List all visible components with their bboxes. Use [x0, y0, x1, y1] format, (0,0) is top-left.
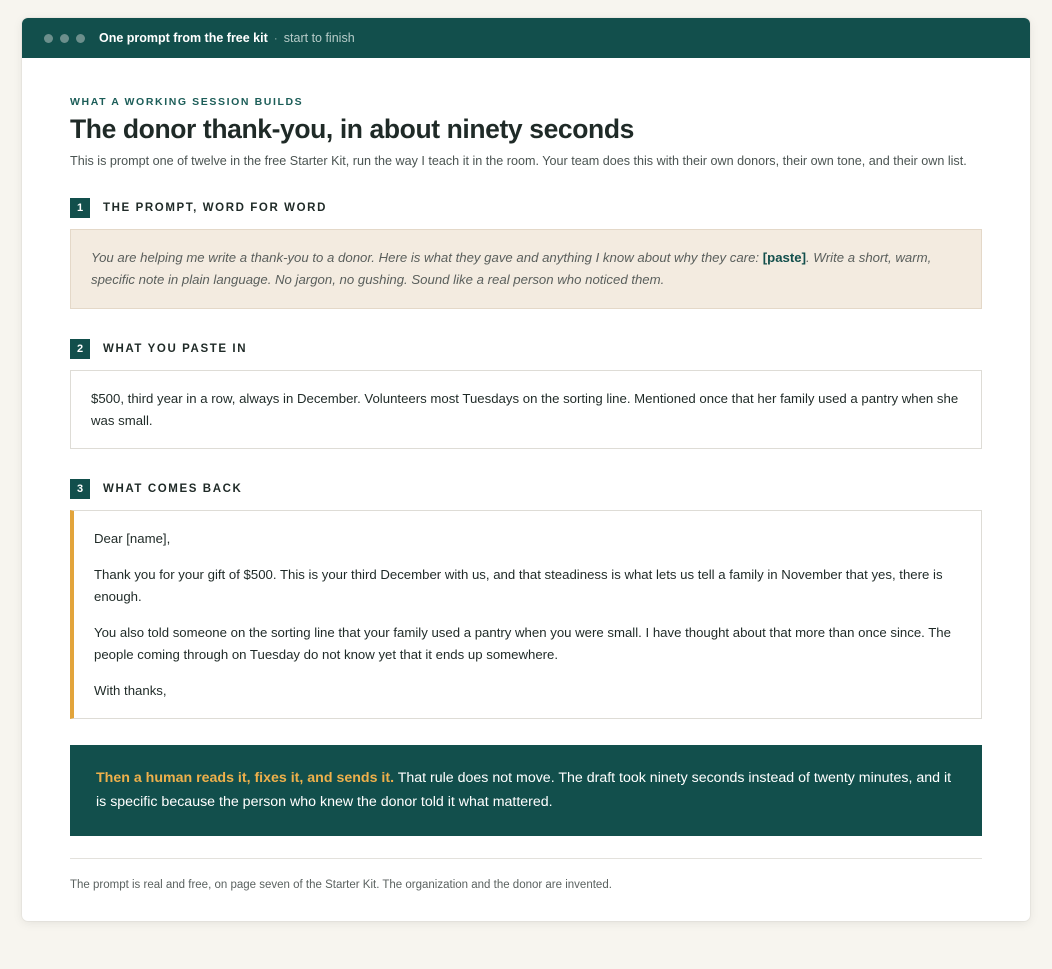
step-label: THE PROMPT, WORD FOR WORD — [103, 202, 327, 214]
letter-signoff: With thanks, — [94, 683, 167, 698]
title-separator: · — [273, 31, 278, 45]
title-bar — [22, 18, 1030, 58]
prompt-text-start: You are helping me write a thank-you to a donor. Here is what they gave and anything I know about why they care: — [91, 250, 763, 265]
letter-paragraph: You also told someone on the sorting line that your family used a pantry when you were small. I have thought about that more than once since. The people coming through on Tuesday do not know yet that it ends up somewhere. — [94, 625, 951, 662]
callout-body: That rule does not move. The draft took ninety seconds instead of twenty minutes, and it is specific because the person who knew the donor told it what mattered. — [96, 770, 952, 810]
step-number-badge: 2 — [70, 339, 90, 359]
step-2-header — [70, 339, 982, 359]
window-subtitle: start to finish — [283, 31, 355, 45]
step-3-header — [70, 479, 982, 499]
step-number-badge: 3 — [70, 479, 90, 499]
step-label: WHAT YOU PASTE IN — [103, 343, 248, 355]
callout-highlight: Then a human reads it, fixes it, and sends it. — [96, 770, 395, 786]
paste-placeholder: [paste] — [762, 250, 806, 265]
window-dot-icon[interactable] — [44, 34, 53, 43]
human-review-callout — [70, 745, 982, 836]
page-title: The donor thank-you, in about ninety seconds — [70, 114, 634, 144]
main-content — [22, 58, 1030, 891]
window-dot-icon[interactable] — [76, 34, 85, 43]
step-label: WHAT COMES BACK — [103, 483, 243, 495]
prompt-text-end: . Write a short, warm, specific note in plain language. No jargon, no gushing. Sound like a real person who noticed them. — [91, 250, 932, 287]
prompt-text-box[interactable] — [70, 229, 982, 309]
pasted-input-box[interactable]: $500, third year in a row, always in December. Volunteers most Tuesdays on the sorting line. Mentioned once that her family used a pantry when she was small. — [70, 370, 982, 449]
window-title: One prompt from the free kit — [99, 31, 268, 45]
window-controls — [44, 34, 85, 43]
letter-greeting: Dear [name], — [94, 531, 171, 546]
generated-letter-box[interactable] — [70, 510, 982, 719]
window-dot-icon[interactable] — [60, 34, 69, 43]
intro-text: This is prompt one of twelve in the free Starter Kit, run the way I teach it in the room. Your team does this with their own donors, their own tone, and their own list. — [70, 154, 967, 168]
step-number-badge: 1 — [70, 198, 90, 218]
step-1-header — [70, 198, 982, 218]
letter-paragraph: Thank you for your gift of $500. This is your third December with us, and that steadiness is what lets us tell a family in November that yes, there is enough. — [94, 567, 943, 604]
app-window — [22, 18, 1030, 921]
section-eyebrow: WHAT A WORKING SESSION BUILDS — [70, 96, 304, 108]
footer-divider — [70, 858, 982, 859]
footnote: The prompt is real and free, on page seven of the Starter Kit. The organization and the donor are invented. — [70, 879, 612, 891]
